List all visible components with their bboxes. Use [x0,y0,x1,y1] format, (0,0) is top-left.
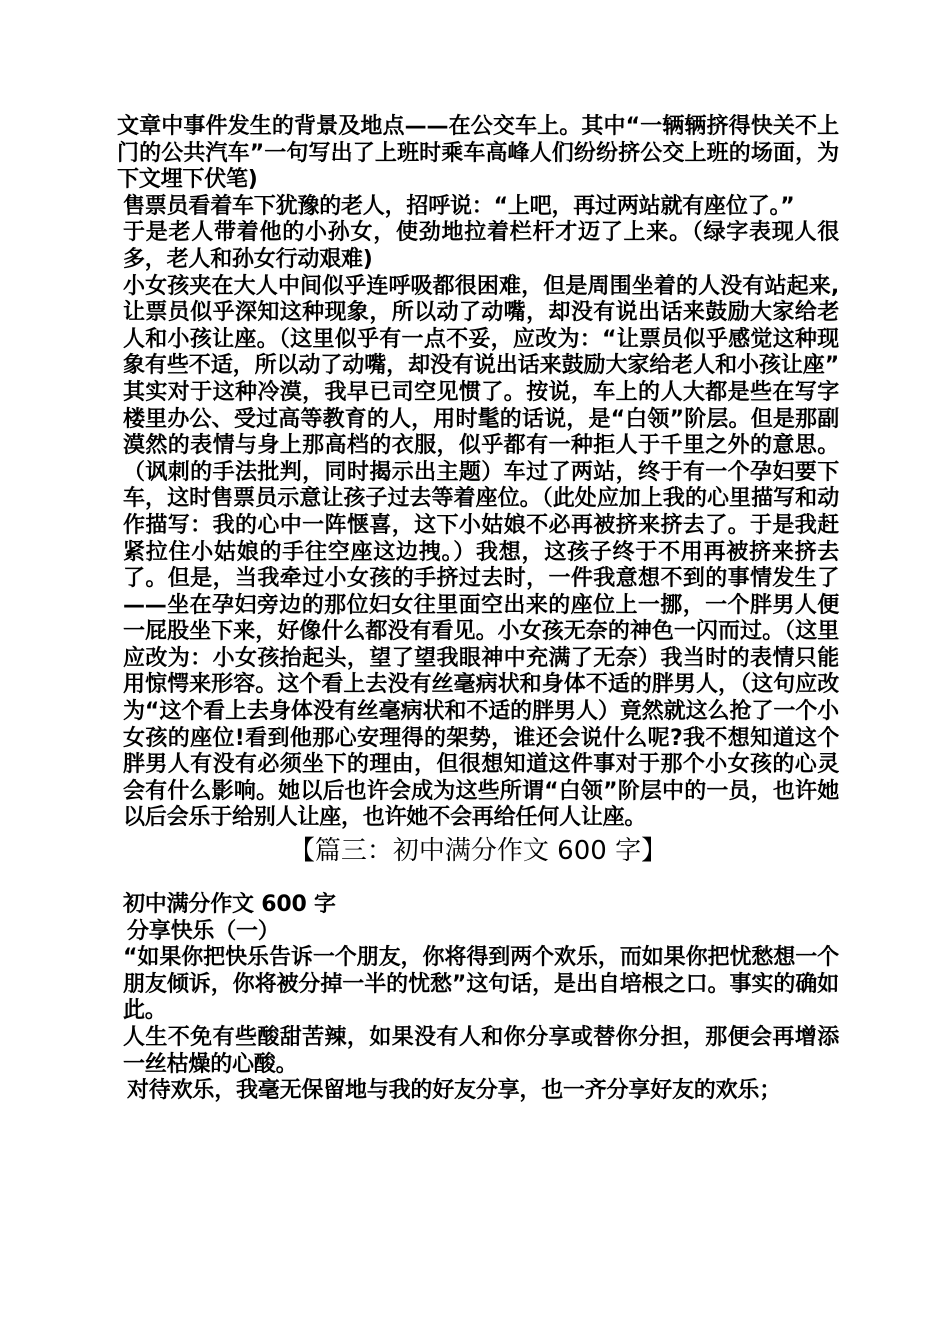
section-subtitle: 分享快乐（一） [127,918,280,944]
paragraph-life: 人生不免有些酸甜苦辣，如果没有人和你分享或替你分担，那便会再增添一丝枯燥的心酸。 [123,1025,839,1077]
document-page [117,114,839,1105]
paragraph-old-man: 于是老人带着他的小孙女，使劲地拉着栏杆才迈了上来。（绿字表现人很多，老人和孙女行动艰难) [123,220,839,272]
paragraph-conductor: 售票员看着车下犹豫的老人，招呼说：“上吧，再过两站就有座位了。” [123,193,795,219]
section-heading: 【篇三：初中满分作文 600 字】 [288,836,668,867]
paragraph-bacon-quote: “如果你把快乐告诉一个朋友，你将得到两个欢乐，而如果你把忧愁想一个朋友倾诉，你将被分掉一半的忧愁”这句话，是出自培根之口。事实的确如此。 [123,945,839,1024]
paragraph-sharing: 对待欢乐，我毫无保留地与我的好友分享，也一齐分享好友的欢乐； [127,1078,782,1104]
paragraph-main-story: 小女孩夹在大人中间似乎连呼吸都很困难，但是周围坐着的人没有站起来,让票员似乎深知这种现象，所以动了动嘴，却没有说出话来鼓励大家给老人和小孩让座。（这里似乎有一点不妥，应改为：“让票员似乎感觉这种现象有些不适，所以动了动嘴，却没有说出话来鼓励大家给老人和小孩让座” 其实对于这种冷漠，我早已司空见惯了。按说，车上的人大都是些在写字楼里办公、受过高等教育的人，用时髦的话说，是“白领”阶层。但是那副漠然的表情与身上那高档的衣服，似乎都有一种拒人于千里之外的意思。（讽刺的手法批判，同时揭示出主题）车过了两站，终于有一个孕妇要下车，这时售票员示意让孩子过去等着座位。（此处应加上我的心里描写和动作描写：我的心中一阵惬喜，这下小姑娘不必再被挤来挤去了。于是我赶紧拉住小姑娘的手往空座这边拽。）我想，这孩子终于不用再被挤来挤去了。但是，当我牵过小女孩的手挤过去时，一件我意想不到的事情发生了——坐在孕妇旁边的那位妇女往里面空出来的座位上一挪，一个胖男人便一屁股坐下来，好像什么都没有看见。小女孩无奈的神色一闪而过。（这里应改为：小女孩抬起头，望了望我眼神中充满了无奈）我当时的表情只能用惊愕来形容。这个看上去没有丝毫病状和身体不适的胖男人，（这句应改为“这个看上去身体没有丝毫病状和不适的胖男人）竟然就这么抢了一个小女孩的座位!看到他那心安理得的架势，谁还会说什么呢?我不想知道这个胖男人有没有必须坐下的理由，但很想知道这件事对于那个小女孩的心灵会有什么影响。她以后也许会成为这些所谓“白领”阶层中的一员，也许她以后会乐于给别人让座，也许她不会再给任何人让座。 [123,273,839,831]
section-title: 初中满分作文 600 字 [123,892,336,918]
paragraph-background: 文章中事件发生的背景及地点——在公交车上。其中“一辆辆挤得快关不上门的公共汽车”一句写出了上班时乘车高峰人们纷纷挤公交上班的场面，为下文埋下伏笔) [117,114,839,193]
